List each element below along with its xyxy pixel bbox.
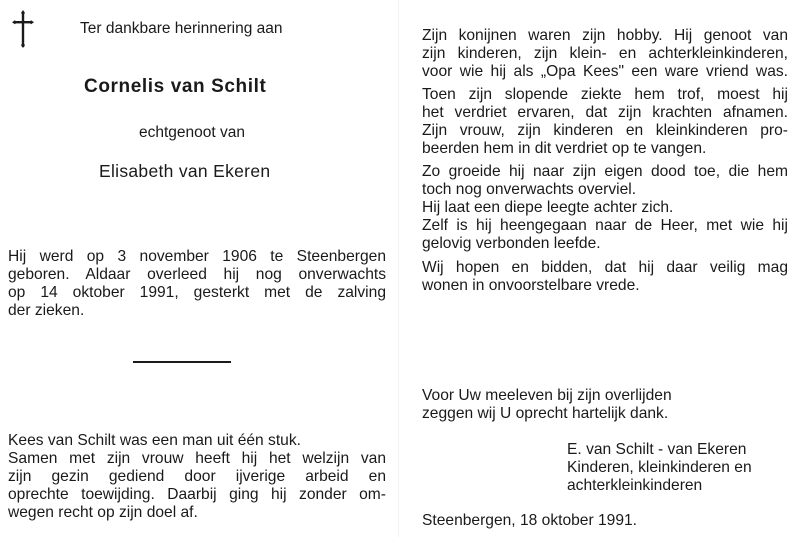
text-line: het verdriet ervaren, dat zijn krachten afnamen. [422,104,788,121]
place-date: Steenbergen, 18 oktober 1991. [422,512,638,529]
cross-icon [12,10,34,48]
text-line: Toen zijn slopende ziekte hem trof, moest hij [422,86,788,103]
text-line: voor wie hij als „Opa Kees" een ware vriend was. [422,63,788,80]
text-line: toch nog onverwachts overviel. [422,181,637,198]
spouse-intro: echtgenoot van [139,124,246,141]
text-line: Zo groeide hij naar zijn eigen dood toe, die hem [422,163,788,180]
text-line: Hij werd op 3 november 1906 te Steenbergen [8,248,386,265]
text-line: oprechte toewijding. Daarbij ging hij zonder om- [8,486,386,503]
text-line: zeggen wij U oprecht hartelijk dank. [422,405,669,422]
text-line: Zijn vrouw, zijn kinderen en kleinkinderen pro- [422,122,788,139]
text-line: geboren. Aldaar overleed hij nog onverwachts [8,266,386,283]
deceased-name: Cornelis van Schilt [84,76,267,97]
text-line: Kees van Schilt was een man uit één stuk. [8,432,301,449]
text-line: Hij laat een diepe leegte achter zich. [422,199,674,216]
spouse-name: Elisabeth van Ekeren [99,161,271,181]
text-line: Kinderen, kleinkinderen en [567,459,752,476]
text-line: wegen recht op zijn doel af. [8,504,198,521]
text-line: Wij hopen en bidden, dat hij daar veilig mag [422,259,788,276]
text-line: Zelf is hij heengegaan naar de Heer, met wie hij [422,217,788,234]
text-line: der zieken. [8,302,85,319]
text-line: E. van Schilt - van Ekeren [567,441,747,458]
text-line: zijn gezin gediend door ijverige arbeid en [8,468,386,485]
text-line: beerden hem in dit verdriet op te vangen. [422,140,707,157]
text-line: Voor Uw meeleven bij zijn overlijden [422,387,672,404]
text-line: Zijn konijnen waren zijn hobby. Hij genoot van [422,27,788,44]
separator-rule [133,361,231,363]
dedication-text: Ter dankbare herinnering aan [80,20,283,37]
text-line: wonen in onvoorstelbare vrede. [422,277,640,294]
text-line: gelovig verbonden leefde. [422,235,601,252]
text-line: achterkleinkinderen [567,477,703,494]
text-line: Samen met zijn vrouw heeft hij het welzijn van [8,450,386,467]
text-line: op 14 oktober 1991, gesterkt met de zalving [8,284,386,301]
fold-line [398,0,399,537]
text-line: zijn kinderen, zijn klein- en achterkleinkinderen, [422,45,788,62]
